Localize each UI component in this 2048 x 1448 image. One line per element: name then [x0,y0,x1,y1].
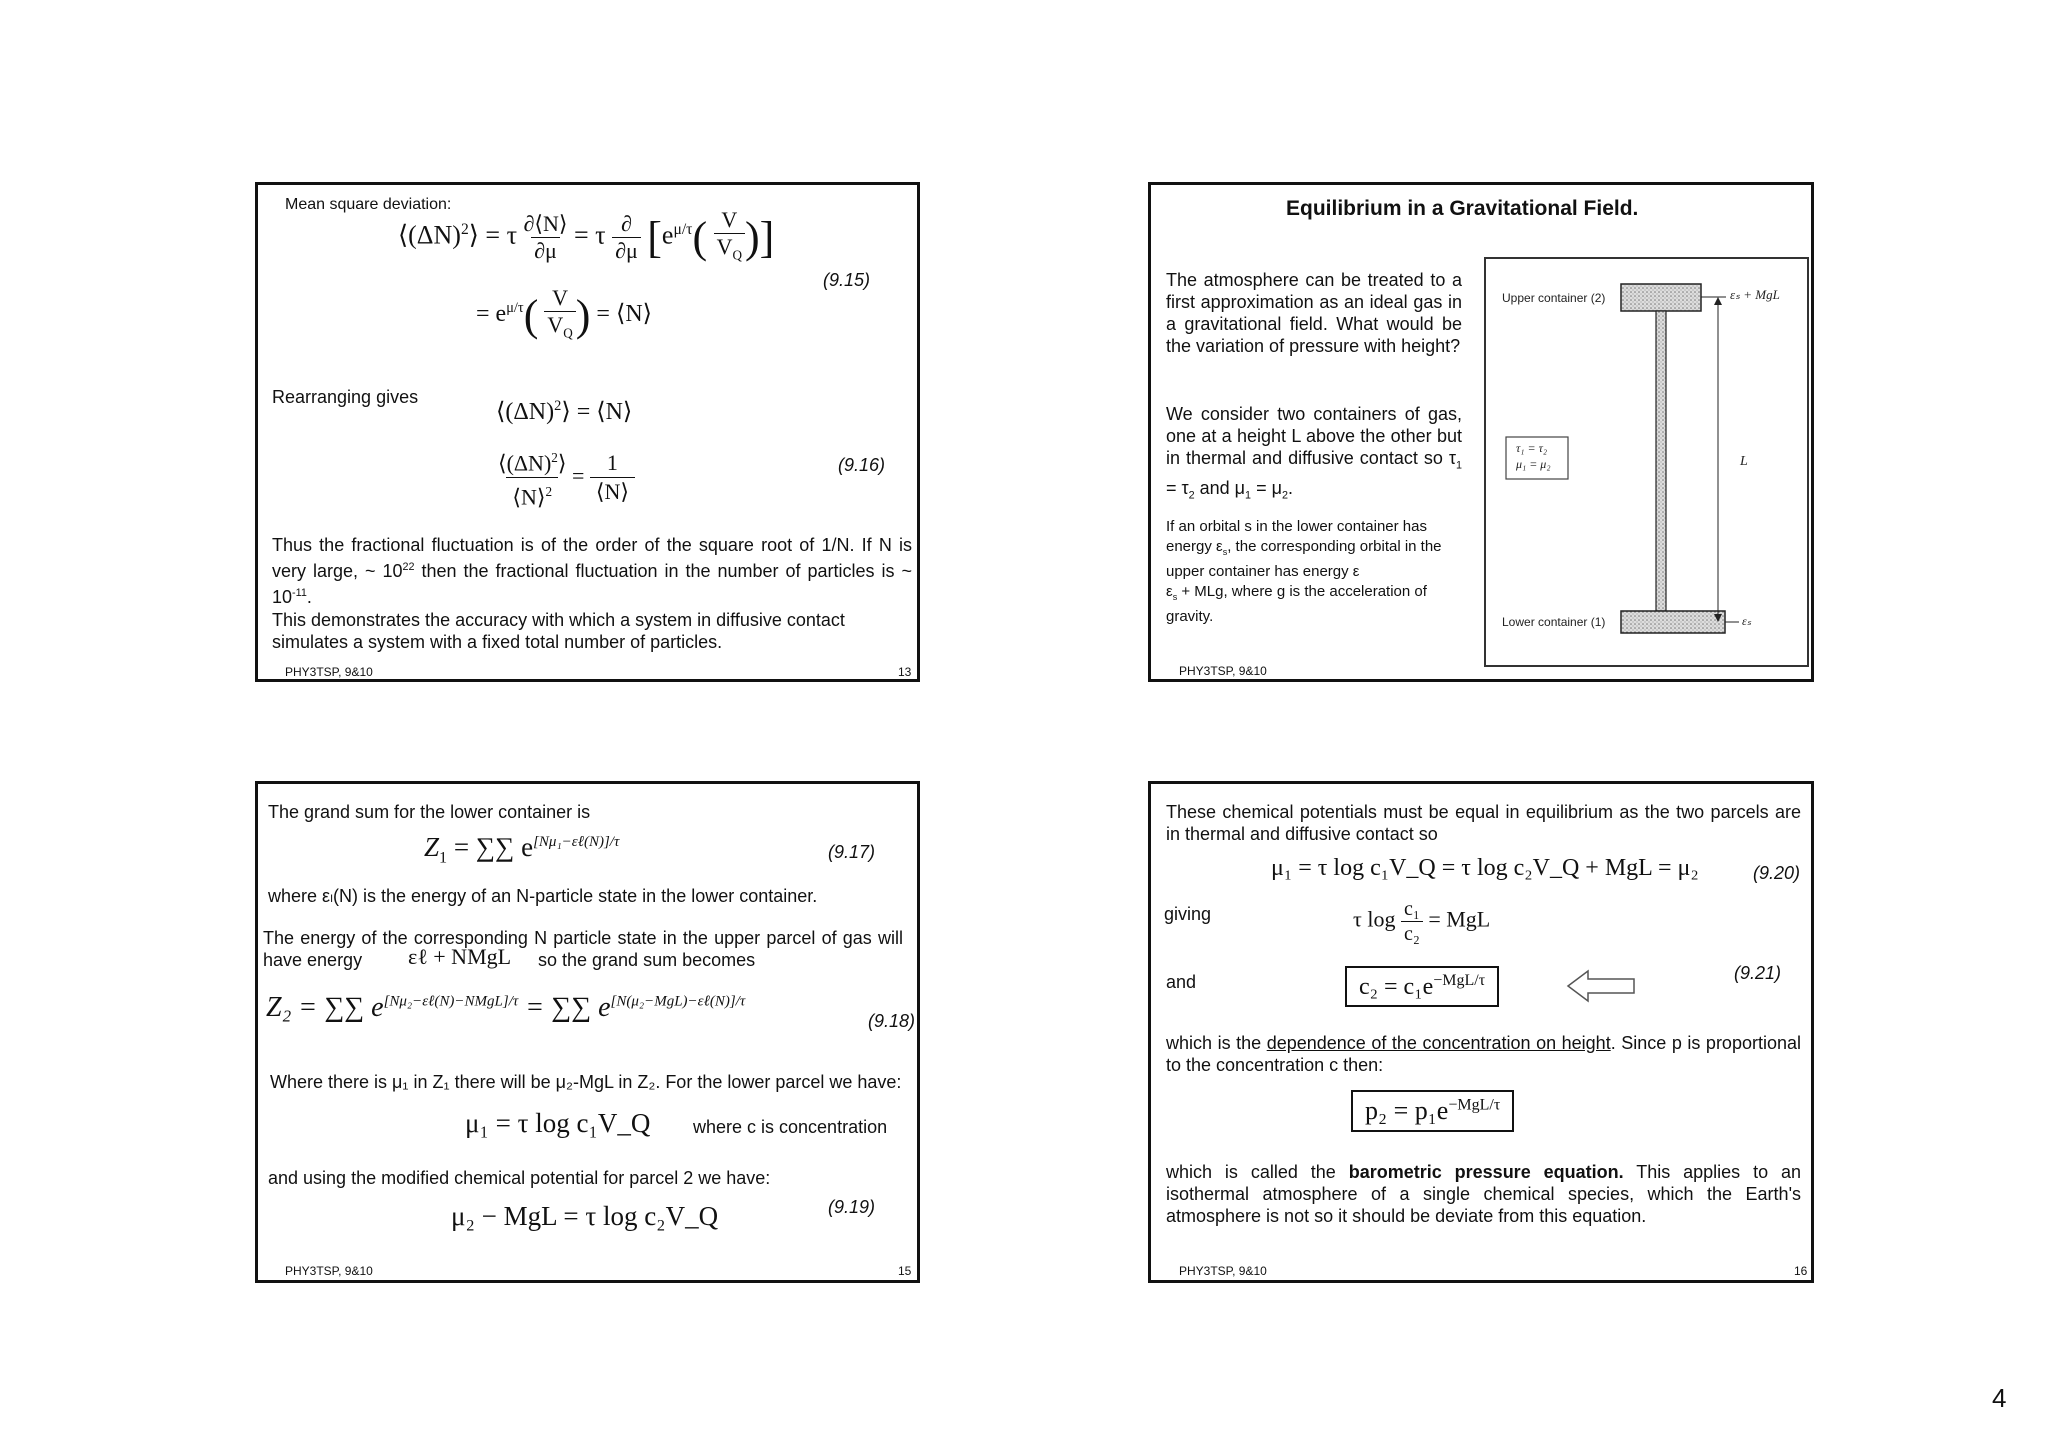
slide15-eq-2: Z₂ = ∑∑ $e^{[N\mu_2-\varepsilon\ell(N)-NMgL]/\tau}$ = ∑∑ $e^{[N(\mu_2-MgL)-\varepsilon\ell(N)]/\tau}$ [266,992,746,1023]
slide13-eq-line4: $⟨(\Delta N)^2⟩$ ⟨N⟩$^2$ = 1 ⟨N⟩ [498,444,635,512]
slide15-footer: PHY3TSP, 9&10 [285,1264,373,1278]
slide-14 [1148,182,1814,682]
slide13-eq-line3: $⟨(\Delta N)^2⟩$ = ⟨N⟩ [496,398,633,425]
slide15-line-3-math: εℓ + NMgL [408,944,512,969]
slide16-eq-1: μ₁ = τ log c₁V_Q = τ log c₂V_Q + MgL = μ₂ [1271,855,1699,881]
slide15-eq-3: μ₁ = τ log c₁V_Q [465,1108,651,1138]
slide15-eq-4: μ₂ − MgL = τ log c₂V_Q [451,1201,719,1231]
slide13-paragraph-2: This demonstrates the accuracy with which a system in diffusive contact simulates a system with a fixed total number of particles. [272,610,845,652]
fig-eps-label: εₛ [1742,614,1752,628]
slide15-eq-1: $Z_1$ = ∑∑ $e^{[N\mu_1-\varepsilon\ell(N)]/\tau}$ [424,832,620,867]
slide13-eq-number-1: (9.15) [823,270,871,290]
slide13-paragraph-1: Thus the fractional fluctuation is of the order of the square root of 1/N. If N is very large, ~ $10^{22}$ then the fractional fluctuation in the number of particles is ~ $10^{-11}$. [272,535,912,607]
left-arrow-icon [1566,969,1638,1003]
fig-lower-label: Lower container (1) [1502,615,1606,629]
slide16-eq-2: τ $\log \frac{\text{c₁}}{\text{c₂}}$ = MgL [1353,898,1491,945]
slide14-footer: PHY3TSP, 9&10 [1179,664,1267,678]
slide-16 [1148,781,1814,1283]
slide16-eq-number-2: (9.21) [1734,963,1782,983]
slide15-line-1: The grand sum for the lower container is [268,802,591,822]
slide-13 [255,182,920,682]
slide15-line-3: The energy of the corresponding N particle state in the upper parcel of gas will have energy [263,928,903,970]
slide15-eq-number-3: (9.19) [828,1197,876,1217]
slide16-eq-4-box: $p_2 = p_1e^{-MgL/\tau}$ [1351,1090,1514,1132]
fig-eps-mgl-label: εₛ + MgL [1730,287,1780,302]
fig-mu-eq: μ₁ = μ₂ [1516,457,1551,471]
slide15-eq-number-1: (9.17) [828,842,876,862]
fig-L-label: L [1740,454,1748,469]
slide15-eq-number-2: (9.18) [868,1011,916,1031]
slide16-line-1: These chemical potentials must be equal in equilibrium as the two parcels are in thermal and diffusive contact so [1166,802,1801,844]
slide15-line-5: and using the modified chemical potential for parcel 2 we have: [268,1168,771,1188]
slide15-line-2: where εₗ(N) is the energy of an N-particle state in the lower container. [268,886,818,906]
slide16-line-3: which is called the barometric pressure equation. This applies to an isothermal atmosphere of a single chemical species, which the Earth's atmosphere is not so it should be deviate from this equation. [1166,1162,1802,1226]
containers-figure [1484,257,1809,667]
slide14-paragraph-1: The atmosphere can be treated to a first approximation as an ideal gas in a gravitational field. What would be the variation of pressure with height? [1166,270,1462,356]
slide13-eq-line1: $⟨(\Delta N)^2⟩ = \tau$ ∂⟨N⟩ ∂μ = τ ∂ ∂μ [$e^{\mu/\tau}$( V $V_Q$)] [398,207,774,268]
slide13-eq-line2: = $e^{\mu/\tau}$( V $V_Q$) = ⟨N⟩ [476,285,652,346]
slide13-eq-number-2: (9.16) [838,455,886,475]
fig-upper-label: Upper container (2) [1502,291,1606,305]
slide14-title: Equilibrium in a Gravitational Field. [1286,197,1639,220]
slide13-footer: PHY3TSP, 9&10 [285,665,373,679]
slide15-number: 15 [898,1264,912,1278]
slide16-eq-number-1: (9.20) [1753,863,1801,883]
slide13-number: 13 [898,665,912,679]
slide15-line-3b: so the grand sum becomes [538,950,756,970]
slide16-and-label: and [1166,972,1197,992]
slide16-footer: PHY3TSP, 9&10 [1179,1264,1267,1278]
slide16-eq-3-box: $c_2 = c_1e^{-MgL/\tau}$ [1345,966,1499,1007]
slide-15 [255,781,920,1283]
slide13-heading: Mean square deviation: [285,196,452,213]
slide16-line-2: which is the dependence of the concentration on height. Since p is proportional to the concentration c then: [1166,1033,1801,1075]
slide14-paragraph-3: If an orbital s in the lower container has energy $\varepsilon_s$, the corresponding orbital in the upper container has energy ε $\varepsilon_s$ + MLg, where g is the acceleration of gravity. [1166,518,1442,625]
slide15-line-4: Where there is μ₁ in Z₁ there will be μ₂-MgL in Z₂. For the lower parcel we have: [270,1072,902,1092]
slide15-eq-3-note: where c is concentration [693,1117,888,1137]
slide14-paragraph-2: We consider two containers of gas, one at a height L above the other but in thermal and diffusive contact so $\tau_1 = \tau_2$ and $\mu_1 = \mu_2$. [1166,404,1462,502]
slide16-giving-label: giving [1164,904,1212,924]
page-number: 4 [1992,1383,2007,1413]
fig-tau-eq: τ₁ = τ₂ [1516,441,1548,455]
slide13-rearranging-label: Rearranging gives [272,387,419,407]
slide16-number: 16 [1794,1264,1808,1278]
